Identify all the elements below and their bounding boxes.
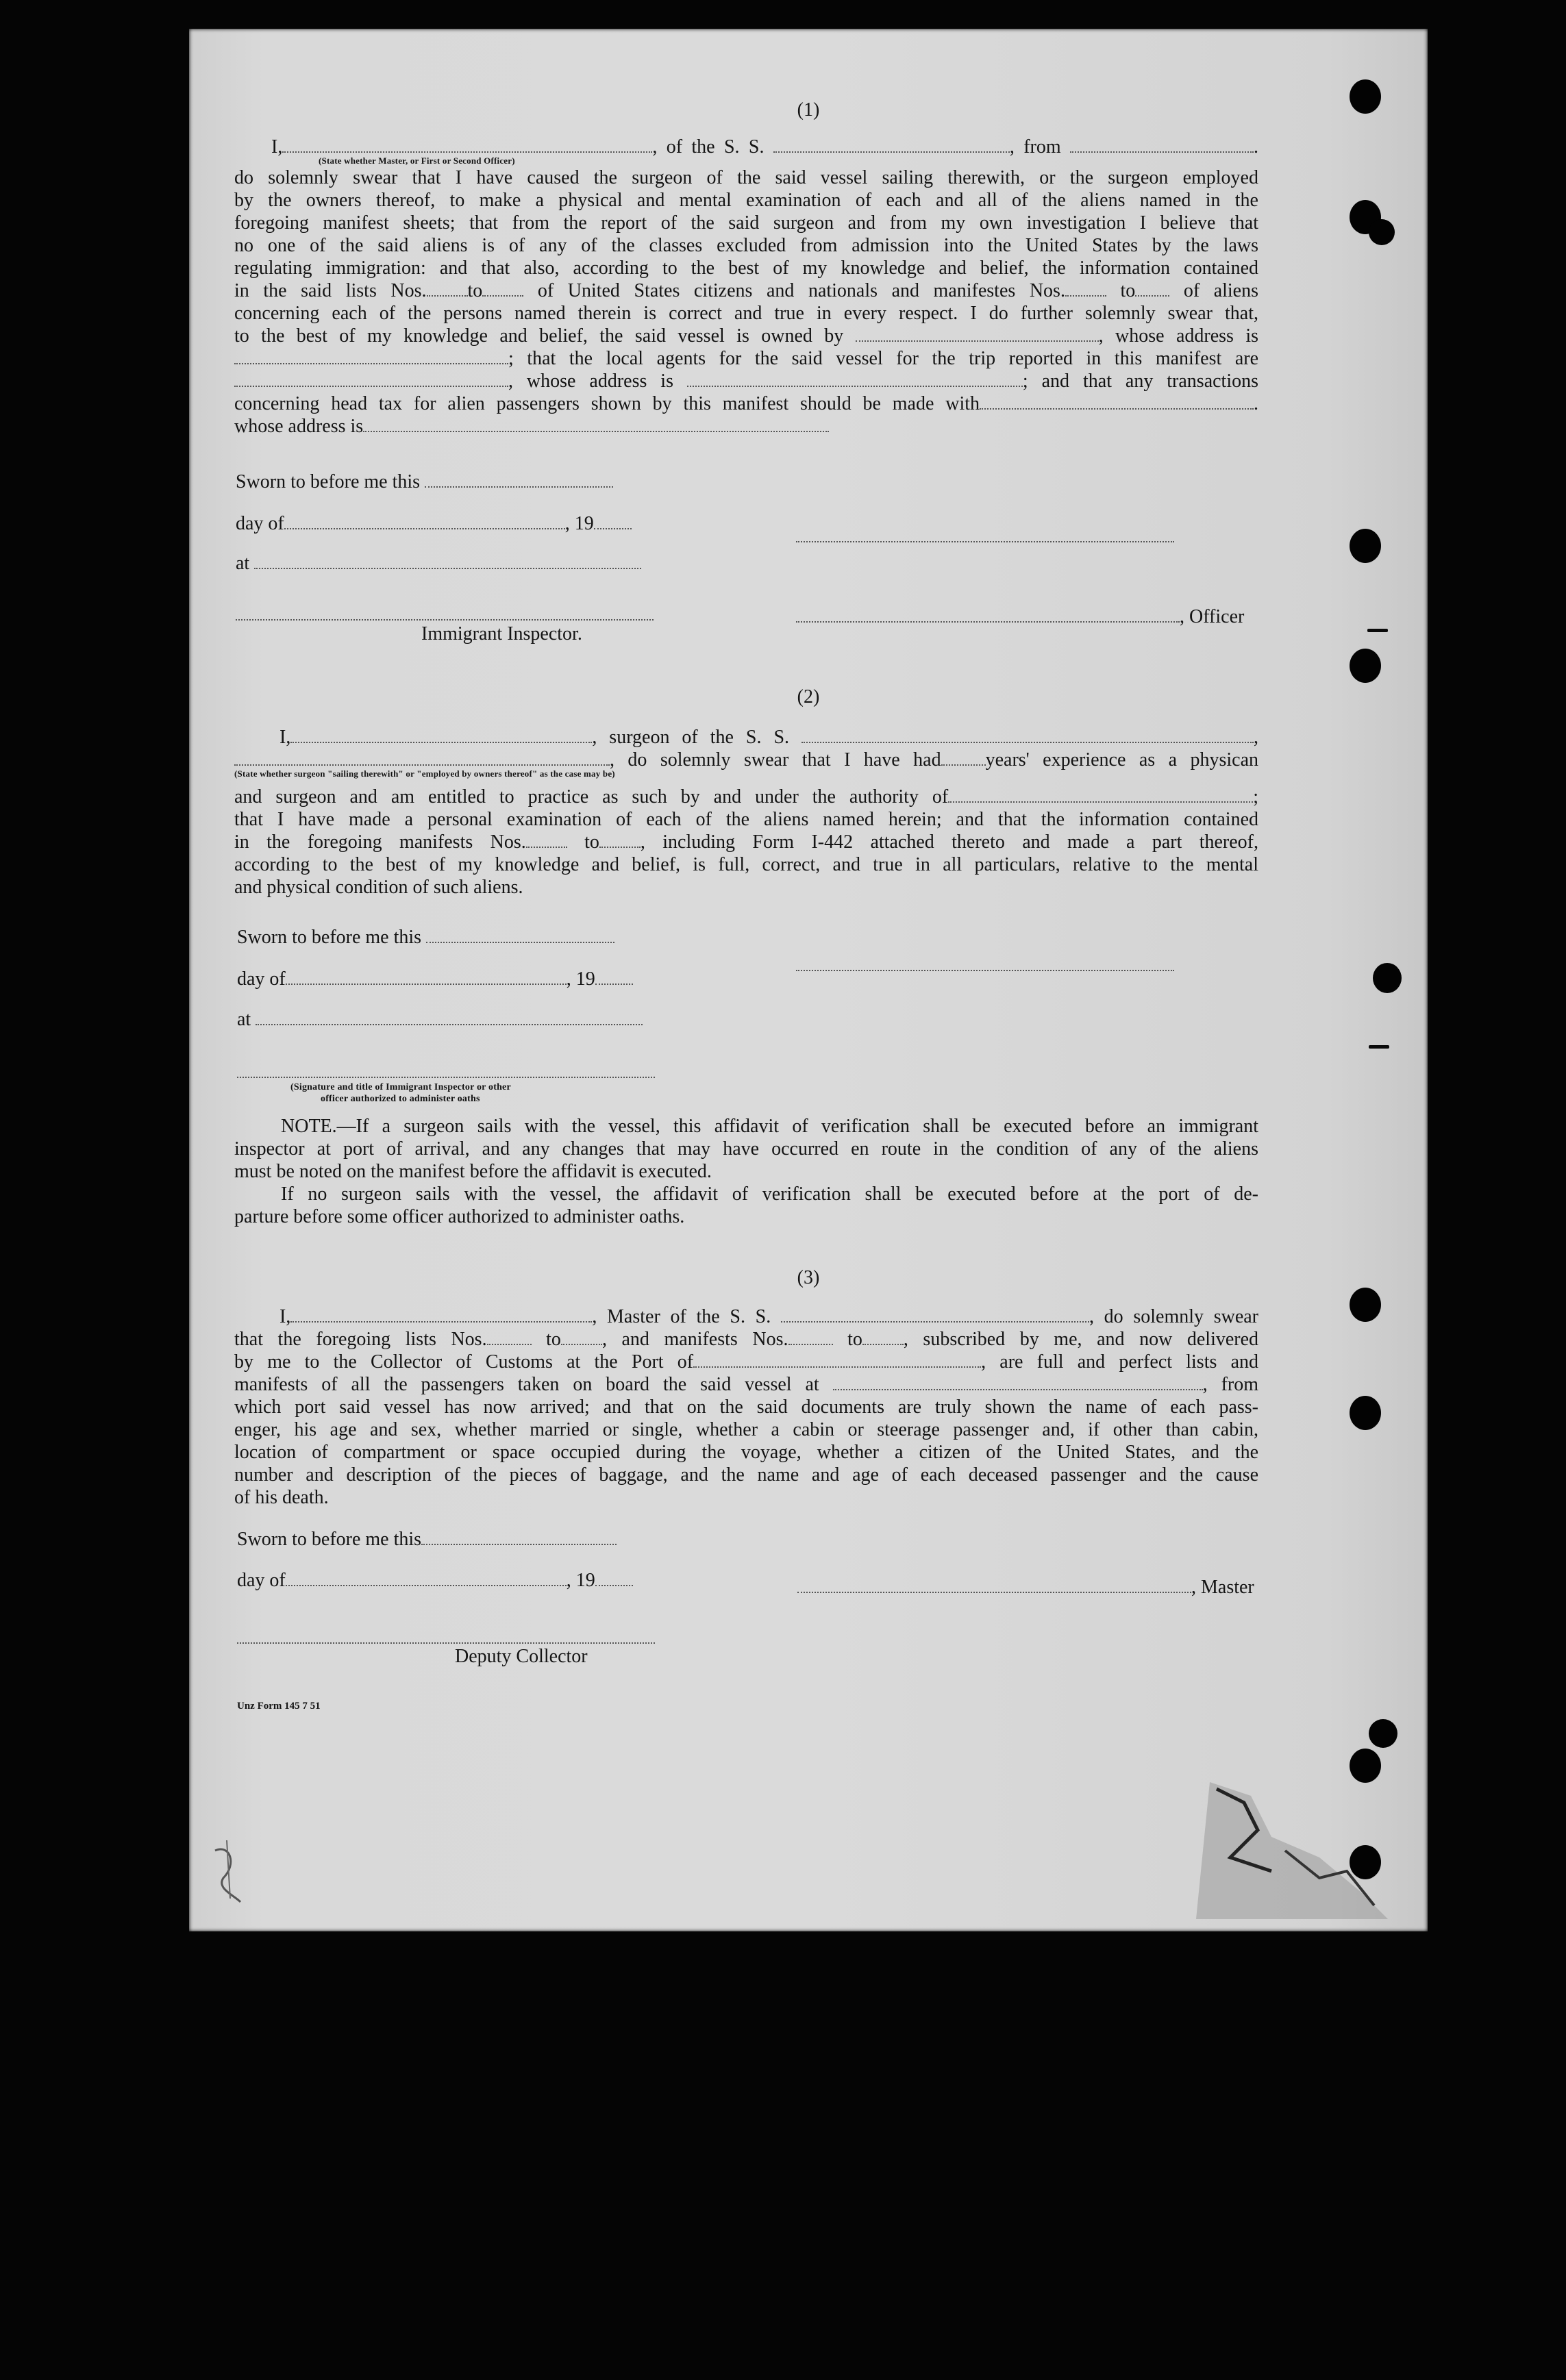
punch-hole (1350, 79, 1381, 114)
pencil-mark (203, 1837, 251, 1912)
form-sheet (189, 29, 1428, 1931)
para-line: number and description of the pieces of baggage, and the name and age of each deceased passenger and the cause (234, 1464, 1258, 1486)
experience-line: , do solemnly swear that I have had years' experience as a physican (234, 749, 1258, 771)
section-3-day-of: day of , 19 (237, 1570, 633, 1592)
section-1-sworn: Sworn to before me this (236, 471, 613, 493)
section-1-line-officer: I, , of the S. S. , from . (271, 136, 1259, 158)
punch-hole (1350, 649, 1381, 683)
punch-hole (1350, 1396, 1381, 1430)
headtax-line: concerning head tax for alien passengers shown by this manifest should be made with . (234, 393, 1258, 414)
punch-hole (1350, 1288, 1381, 1322)
year-field-1[interactable] (594, 513, 632, 529)
agents-field[interactable] (234, 371, 508, 387)
surgeon-manifest-from-field[interactable] (526, 831, 567, 848)
note-block (234, 1115, 1258, 1228)
manifests-from-field[interactable] (1065, 280, 1106, 297)
punch-hole (1369, 1719, 1397, 1748)
section-1-officer: , Officer (796, 606, 1244, 628)
inspector-signature-line[interactable] (236, 619, 654, 621)
section-3-sworn: Sworn to before me this (237, 1529, 617, 1551)
surgeon-status-field[interactable] (234, 749, 610, 766)
torn-corner-stain (1114, 1755, 1402, 1926)
section-3-body (234, 1305, 1258, 1509)
manifests-line: in the foregoing manifests Nos. to , including Form I-442 attached thereto and made a part thereof, (234, 831, 1258, 853)
section-3-number: (3) (797, 1267, 820, 1288)
collector-line: by me to the Collector of Customs at the Port of , are full and perfect lists and (234, 1351, 1258, 1373)
owner-address-field[interactable] (234, 348, 508, 364)
punch-hole (1369, 219, 1395, 245)
boarding-port-field[interactable] (833, 1374, 1203, 1390)
section-1-at: at (236, 553, 641, 575)
month-field-2[interactable] (286, 968, 567, 985)
master-line: I, , Master of the S. S. , do solemnly swear (279, 1306, 1259, 1327)
year-field-3[interactable] (595, 1570, 633, 1586)
vessel-name-field[interactable] (773, 136, 1010, 153)
headtax-address-field[interactable] (363, 416, 829, 432)
section-2-number: (2) (797, 686, 820, 707)
years-field[interactable] (941, 749, 986, 766)
para-line: of his death. (234, 1487, 329, 1508)
month-field-3[interactable] (286, 1570, 567, 1586)
section-2-caption: (State whether surgeon "sailing therewith" or "employed by owners thereof" as the case may be) (234, 768, 615, 779)
officer-name-field[interactable] (796, 606, 1180, 623)
punch-tick (1367, 629, 1388, 632)
section-2-at: at (237, 1009, 643, 1031)
section-2-body (234, 726, 1258, 899)
master-name-field[interactable] (290, 1306, 592, 1323)
punch-hole (1373, 963, 1402, 993)
punch-hole (1350, 529, 1381, 563)
place-field-2[interactable] (256, 1009, 643, 1025)
month-field-1[interactable] (284, 513, 565, 529)
sworn-day-field-2[interactable] (426, 927, 614, 943)
sig-caption-line-2: officer authorized to administer oaths (321, 1094, 480, 1104)
inspector-signature-line-2[interactable] (237, 1077, 655, 1078)
section-1-number: (1) (797, 99, 820, 121)
whose-address-line: whose address is (234, 415, 1258, 438)
from-port-field[interactable] (1070, 136, 1254, 153)
note-line: parture before some officer authorized to administer oaths. (234, 1206, 685, 1227)
section-1-day-of: day of , 19 (236, 513, 632, 535)
punch-tick (1369, 1045, 1389, 1049)
sworn-day-field-1[interactable] (425, 471, 613, 488)
owned-line: to the best of my knowledge and belief, the said vessel is owned by , whose address is (234, 325, 1258, 347)
sworn-day-field-3[interactable] (421, 1529, 617, 1545)
surgeon-signature-line[interactable] (796, 970, 1174, 971)
year-field-2[interactable] (595, 968, 633, 985)
master-lists-from-field[interactable] (487, 1329, 532, 1345)
port-field[interactable] (693, 1351, 981, 1368)
lists-line: in the said lists Nos. to of United States citizens and nationals and manifestes Nos. to of aliens (234, 280, 1259, 301)
lists-to-field[interactable] (482, 280, 523, 297)
passengers-line: manifests of all the passengers taken on board the said vessel at , from (234, 1374, 1258, 1395)
agents-line: ; that the local agents for the said vessel for the trip reported in this manifest are (234, 347, 1258, 370)
officer-signature-line[interactable] (796, 541, 1174, 542)
sig-caption-line-1: (Signature and title of Immigrant Inspector or other (290, 1082, 511, 1092)
master-manifests-to-field[interactable] (862, 1329, 904, 1345)
manifests-to-field[interactable] (1135, 280, 1169, 297)
headtax-contact-field[interactable] (980, 393, 1254, 410)
section-2-sworn: Sworn to before me this (237, 927, 614, 949)
surgeon-line: I, , surgeon of the S. S. , (279, 727, 1259, 748)
owner-field[interactable] (856, 325, 1099, 342)
surgeon-manifest-to-field[interactable] (599, 831, 641, 848)
section-1-body (234, 136, 1258, 438)
para-line: concerning each of the persons named therein is correct and true in every respect. I do further solemnly swear that, (234, 303, 1258, 324)
agents-address-field[interactable] (687, 371, 1023, 387)
para-line: foregoing manifest sheets; that from the report of the said surgeon and from my own investigation I believe that (234, 212, 1258, 234)
note-line: inspector at port of arrival, and any changes that may have occurred en route in the condition of any of the aliens (234, 1138, 1258, 1160)
para-line: do solemnly swear that I have caused the surgeon of the said vessel sailing therewith, or the surgeon employed (234, 167, 1258, 188)
collector-signature-line[interactable] (237, 1642, 655, 1644)
para-line: and physical condition of such aliens. (234, 877, 523, 898)
master-lists-to-field[interactable] (561, 1329, 602, 1345)
agents-address-line: , whose address is ; and that any transactions (234, 370, 1258, 392)
para-line: by the owners thereof, to make a physical and mental examination of each and all of the aliens named in the (234, 190, 1258, 211)
master-vessel-field[interactable] (781, 1306, 1089, 1323)
section-1-caption: (State whether Master, or First or Second Officer) (319, 155, 515, 166)
section-3-master: , Master (797, 1577, 1254, 1599)
note-line: must be noted on the manifest before the affidavit is executed. (234, 1161, 712, 1182)
immigrant-inspector-label: Immigrant Inspector. (421, 623, 582, 644)
para-line: which port said vessel has now arrived; and that on the said documents are truly shown the name of each pass- (234, 1396, 1258, 1418)
lists-line-3: that the foregoing lists Nos. to , and manifests Nos. to , subscribed by me, and now delivered (234, 1329, 1259, 1350)
master-signature-field[interactable] (797, 1577, 1191, 1593)
form-number: Unz Form 145 7 51 (237, 1701, 321, 1712)
note-line: If no surgeon sails with the vessel, the affidavit of verification shall be executed before at the port of de- (281, 1183, 1258, 1205)
officer-rank-field[interactable] (282, 136, 652, 153)
surgeon-name-field[interactable] (290, 727, 592, 743)
note-line: NOTE.—If a surgeon sails with the vessel, this affidavit of verification shall be executed before an immigrant (281, 1116, 1258, 1137)
para-line: location of compartment or space occupied during the voyage, whether a citizen of the United States, and the (234, 1442, 1258, 1463)
para-line: regulating immigration: and that also, according to the best of my knowledge and belief, the information contained (234, 258, 1258, 279)
place-field-1[interactable] (254, 553, 641, 569)
authority-line: and surgeon and am entitled to practice as such by and under the authority of ; (234, 786, 1258, 807)
master-manifests-from-field[interactable] (788, 1329, 833, 1345)
deputy-collector-label: Deputy Collector (455, 1646, 588, 1667)
authority-field[interactable] (948, 786, 1253, 803)
para-line: enger, his age and sex, whether married or single, whether a cabin or steerage passenger and, if other than cabin, (234, 1419, 1258, 1440)
para-line: that I have made a personal examination of each of the aliens named herein; and that the information contained (234, 809, 1258, 830)
para-line: no one of the said aliens is of any of the classes excluded from admission into the United States by the laws (234, 235, 1258, 256)
para-line: according to the best of my knowledge and belief, is full, correct, and true in all particulars, relative to the mental (234, 854, 1258, 875)
section-2-day-of: day of , 19 (237, 968, 633, 990)
lists-from-field[interactable] (427, 280, 468, 297)
surgeon-vessel-field[interactable] (801, 727, 1254, 743)
